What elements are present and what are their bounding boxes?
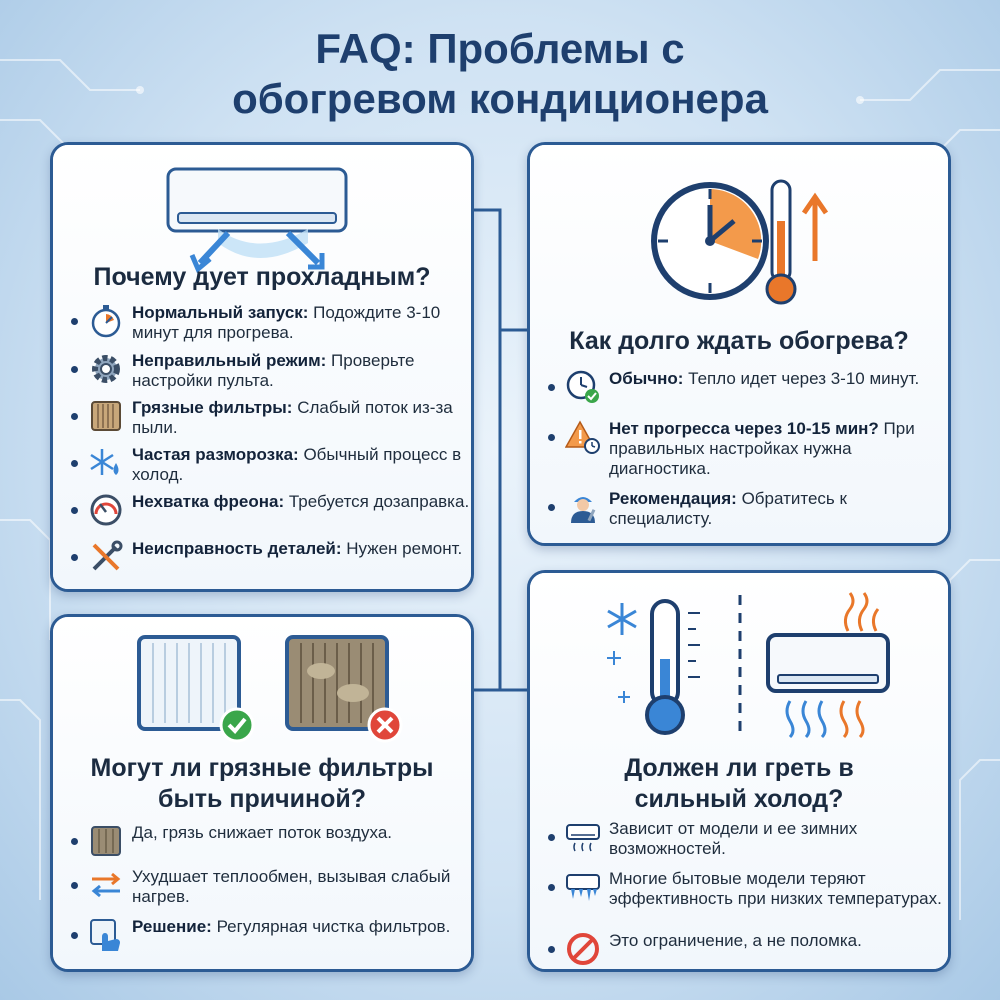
bullet — [71, 554, 78, 561]
tools-icon — [88, 539, 124, 575]
item-label-bold: Неисправность деталей: — [132, 539, 342, 558]
bullet — [548, 834, 555, 841]
item-label-bold: Нет прогресса через 10-15 мин? — [609, 419, 879, 438]
item-text: Обратитесь к специалисту. — [609, 489, 847, 528]
card-frost-heating — [527, 570, 951, 972]
card-frost-title-line1: Должен ли греть в — [624, 754, 854, 782]
clean-filter-icon — [133, 631, 263, 746]
snowflake-drop-icon — [88, 445, 124, 481]
dirty-filter-icon — [88, 823, 124, 859]
ac-icicles-icon — [565, 869, 601, 905]
filter-icon — [88, 398, 124, 434]
bullet — [548, 504, 555, 511]
cold-vs-heat-illustration — [600, 589, 900, 739]
item-text: Тепло идет через 3-10 минут. — [683, 369, 920, 388]
item-text: Нужен ремонт. — [341, 539, 463, 558]
item-label-bold: Рекомендация: — [609, 489, 737, 508]
item-text: Подождите 3-10 минут для прогрева. — [132, 303, 441, 342]
clock-check-icon — [565, 369, 601, 405]
stopwatch-icon — [88, 303, 124, 339]
list-item — [71, 303, 471, 343]
page-title-line1: FAQ: Проблемы с — [315, 25, 685, 72]
page-title — [0, 24, 1000, 124]
bullet — [71, 932, 78, 939]
list-item — [548, 931, 948, 967]
cleaning-hand-icon — [88, 917, 124, 953]
card-dirty-filters — [50, 614, 474, 972]
card-wait-title: Как долго ждать обогрева? — [569, 327, 909, 355]
prohibited-icon — [565, 931, 601, 967]
item-label-bold: Частая разморозка: — [132, 445, 299, 464]
list-item — [548, 489, 948, 529]
item-text: Ухудшает теплообмен, вызывая слабый нагрев. — [132, 867, 451, 906]
item-text: Многие бытовые модели теряют эффективность при низких температурах. — [609, 869, 942, 908]
list-item — [71, 823, 471, 859]
item-text: Обычный процесс в холод. — [132, 445, 462, 484]
bullet — [71, 413, 78, 420]
card-cold-air — [50, 142, 474, 592]
item-label-bold: Решение: — [132, 917, 212, 936]
item-text: Регулярная чистка фильтров. — [211, 917, 451, 936]
list-item — [71, 351, 471, 391]
card-cold-title: Почему дует прохладным? — [93, 263, 431, 291]
pressure-gauge-icon — [88, 492, 124, 528]
gear-icon — [88, 351, 124, 387]
card-frost-title-line2: сильный холод? — [634, 785, 844, 813]
list-item — [548, 419, 948, 479]
item-label-bold: Неправильный режим: — [132, 351, 327, 370]
list-item — [71, 398, 471, 438]
card-filters-title-line2: быть причиной? — [158, 785, 366, 813]
item-label-bold: Грязные фильтры: — [132, 398, 293, 417]
warning-clock-icon — [565, 419, 601, 455]
card-filters-title-line1: Могут ли грязные фильтры — [90, 754, 434, 782]
item-text: Да, грязь снижает поток воздуха. — [132, 823, 392, 842]
list-item — [548, 369, 948, 405]
item-text: Слабый поток из-за пыли. — [132, 398, 453, 437]
list-item — [71, 445, 471, 485]
card-frost-title — [530, 753, 948, 815]
bullet — [548, 384, 555, 391]
list-item — [71, 492, 471, 528]
bullet — [71, 882, 78, 889]
ac-blowing-air-icon — [158, 163, 378, 273]
bullet — [548, 434, 555, 441]
item-label-bold: Обычно: — [609, 369, 684, 388]
ac-unit-icon — [565, 819, 601, 855]
item-text: Проверьте настройки пульта. — [132, 351, 415, 390]
bullet — [548, 946, 555, 953]
heat-exchange-arrows-icon — [88, 867, 124, 903]
item-text: Зависит от модели и ее зимних возможностей. — [609, 819, 858, 858]
technician-icon — [565, 489, 601, 525]
bullet — [71, 507, 78, 514]
list-item — [548, 869, 948, 909]
item-label-bold: Нехватка фреона: — [132, 492, 285, 511]
card-wait-time — [527, 142, 951, 546]
list-item — [71, 917, 471, 953]
list-item — [548, 819, 948, 859]
bullet — [71, 318, 78, 325]
bullet — [71, 838, 78, 845]
page-title-line2: обогревом кондиционера — [232, 75, 768, 122]
dirty-filter-bad-icon — [281, 631, 411, 746]
bullet — [71, 460, 78, 467]
list-item — [71, 867, 471, 907]
bullet — [548, 884, 555, 891]
card-filters-title — [53, 753, 471, 815]
bullet — [71, 366, 78, 373]
item-label-bold: Нормальный запуск: — [132, 303, 309, 322]
list-item — [71, 539, 471, 575]
clock-thermometer-icon — [650, 171, 850, 311]
item-text: Это ограничение, а не поломка. — [609, 931, 862, 950]
item-text: Требуется дозаправка. — [284, 492, 470, 511]
item-text: При правильных настройках нужна диагностика. — [609, 419, 915, 478]
